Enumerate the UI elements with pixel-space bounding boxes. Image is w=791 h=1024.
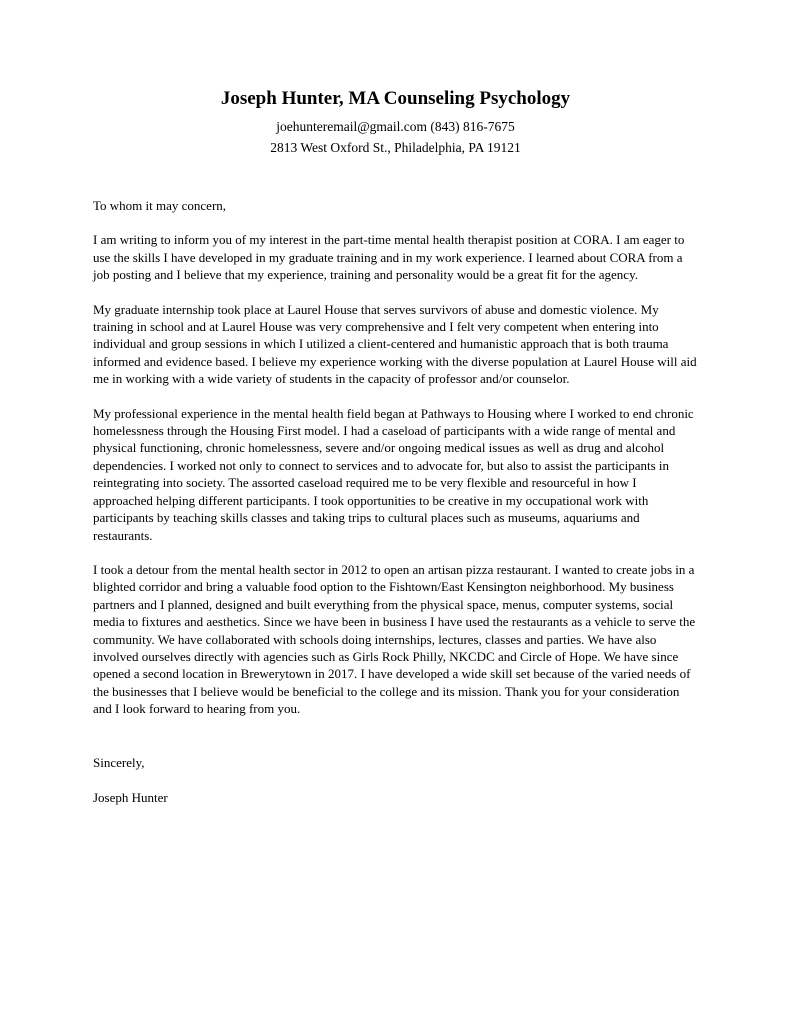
paragraph-interest: I am writing to inform you of my interest in the part-time mental health therapist position at CORA. I am eager to use the skills I have developed in my graduate training and in my work experience. I learned about CORA from a job posting and I believe that my experience, training and personality would be a great fit for the agency. (93, 232, 685, 283)
signature-name: Joseph Hunter (93, 789, 168, 805)
letter-header (93, 88, 698, 158)
closing: Sincerely, (93, 754, 145, 770)
paragraph-professional-experience: My professional experience in the mental health field began at Pathways to Housing where I worked to end chronic homelessness through the Housing First model. I had a caseload of participants with a wide range of mental and physical functioning, chronic homelessness, severe and/or ongoing medical issues as well as drug and alcohol dependencies. I worked not only to connect to services and to advocate for, but also to assist the participants in reintegrating into society. The assorted caseload required me to be very flexible and resourceful in how I approached helping different participants. I took opportunities to be creative in my occupational work with participants by teaching skills classes and taking trips to cultural places such as museums, aquariums and restaurants. (93, 405, 694, 543)
paragraph-internship: My graduate internship took place at Laurel House that serves survivors of abuse and domestic violence. My training in school and at Laurel House was very comprehensive and I felt very competent when entering into individual and group sessions in which I utilized a client-centered and humanistic approach that is both trauma informed and evidence based. I believe my experience working with the diverse population at Laurel House will aid me in working with a wide variety of students in the capacity of professor and/or counselor. (93, 301, 697, 387)
salutation: To whom it may concern, (93, 198, 227, 213)
contact-address: 2813 West Oxford St., Philadelphia, PA 19121 (270, 140, 521, 155)
author-name-title: Joseph Hunter, MA Counseling Psychology (220, 88, 571, 109)
contact-email-phone: joehunteremail@gmail.com (843) 816-7675 (276, 119, 515, 134)
paragraph-restaurant: I took a detour from the mental health sector in 2012 to open an artisan pizza restaurant. I wanted to create jobs in a blighted corridor and bring a valuable food option to the Fishtown/East Kensington neighborhood. My business partners and I planned, designed and built everything from the physical space, menus, computer systems, social media to fixtures and aesthetics. Since we have been in business I have used the restaurants as a vehicle to serve the community. We have collaborated with schools doing internships, lectures, classes and parties. We have also involved ourselves directly with agencies such as Girls Rock Philly, NKCDC and Circle of Hope. We have since opened a second location in Brewerytown in 2017. I have developed a wide skill set because of the varied needs of the businesses that I believe would be beneficial to the college and its mission. Thank you for your consideration and I look forward to hearing from you. (93, 561, 696, 717)
